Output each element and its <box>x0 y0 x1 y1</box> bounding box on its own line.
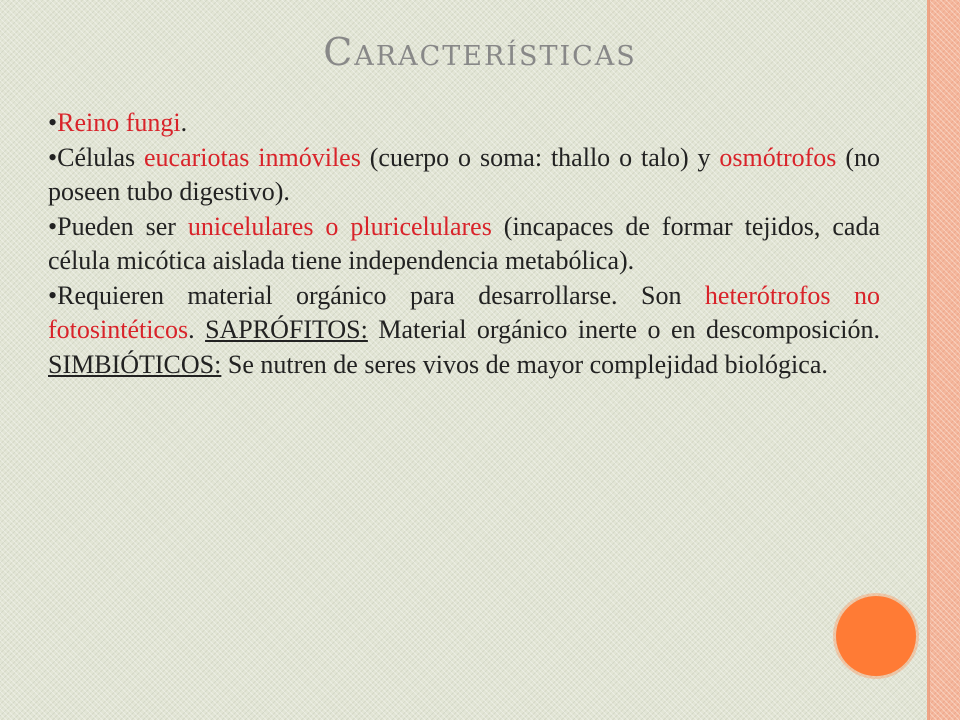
highlighted-term: Reino fungi <box>57 108 181 137</box>
bullet-text: . <box>188 315 206 344</box>
bullet-item <box>48 279 880 383</box>
bullet-list <box>48 106 880 382</box>
bullet-text: Se nutren de seres vivos de mayor complejidad biológica. <box>221 349 828 379</box>
bullet-item <box>48 141 880 210</box>
highlighted-term: heterótrofos no fotosintéticos <box>48 280 881 344</box>
bullet-item <box>48 210 880 279</box>
bullet-item <box>48 106 880 141</box>
bullet-mark: • <box>48 108 58 137</box>
highlighted-term: unicelulares o pluricelulares <box>187 211 492 241</box>
highlighted-term: osmótrofos <box>719 142 837 172</box>
bullet-text: Células <box>57 142 144 172</box>
underlined-term: SIMBIÓTICOS: <box>48 349 222 379</box>
highlighted-term: eucariotas inmóviles <box>144 142 361 172</box>
right-decorative-band <box>929 0 960 720</box>
bullet-text: (incapaces de formar tejidos, cada célula micótica aislada tiene independencia metabólica). <box>48 211 880 275</box>
slide-title: Características <box>323 30 637 74</box>
orange-circle-decoration <box>836 596 916 676</box>
bullet-text: Material orgánico inerte o en descomposición. <box>367 315 880 344</box>
bullet-text: Pueden ser <box>57 211 188 241</box>
bullet-mark: • <box>48 142 58 172</box>
bullet-text: Requieren material orgánico para desarrollarse. Son <box>57 280 705 310</box>
bullet-mark: • <box>48 211 58 241</box>
bullet-text: . <box>180 108 188 137</box>
underlined-term: SAPRÓFITOS: <box>205 315 368 344</box>
bullet-mark: • <box>48 280 58 310</box>
bullet-text: (cuerpo o soma: thallo o talo) y <box>360 142 720 172</box>
bullet-text: (no poseen tubo digestivo). <box>48 142 880 206</box>
